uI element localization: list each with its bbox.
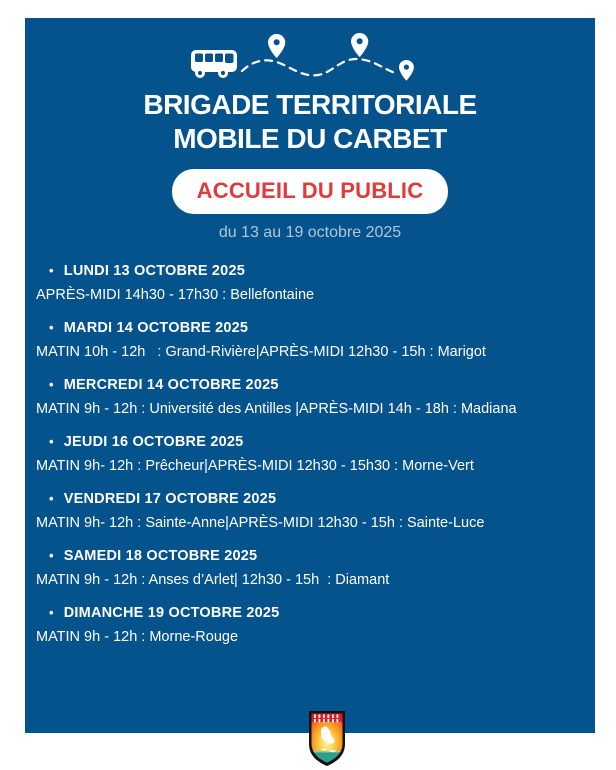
route-dashed-line [242,59,395,75]
schedule-entry [36,604,581,646]
public-welcome-badge [172,169,449,214]
bus-icon [191,50,237,78]
bullet-icon: • [49,434,54,449]
schedule-entry [36,262,581,304]
schedule-day-row [36,262,581,280]
bullet-icon: • [49,548,54,563]
schedule-entry [36,319,581,361]
bullet-icon: • [49,491,54,506]
bullet-icon: • [49,377,54,392]
schedule-entry [36,433,581,475]
schedule-detail: MATIN 9h- 12h : Sainte-Anne|APRÈS-MIDI 12h30 - 15h : Sainte-Luce [36,515,485,531]
public-welcome-badge-label: ACCUEIL DU PUBLIC [196,178,424,203]
schedule-day: SAMEDI 18 OCTOBRE 2025 [63,548,258,564]
schedule-detail: MATIN 9h - 12h : Université des Antilles |APRÈS-MIDI 14h - 18h : Madiana [36,401,517,417]
location-pin-icon [399,60,414,80]
schedule-entry [36,376,581,418]
poster-title-line1: BRIGADE TERRITORIALE [143,89,477,120]
schedule-detail: APRÈS-MIDI 14h30 - 17h30 : Bellefontaine [36,287,315,303]
bullet-icon: • [49,263,54,278]
bullet-icon: • [49,320,54,335]
schedule-detail: MATIN 9h - 12h : Morne-Rouge [36,629,239,645]
schedule-day: DIMANCHE 19 OCTOBRE 2025 [63,605,280,621]
schedule-day-row [36,604,581,622]
carbet-crest-logo [306,709,348,768]
schedule-list [25,262,595,646]
schedule-day-row [36,433,581,451]
schedule-day: MERCREDI 14 OCTOBRE 2025 [63,377,279,393]
schedule-day-row [36,319,581,337]
schedule-detail: MATIN 9h- 12h : Prêcheur|APRÈS-MIDI 12h30 - 15h30 : Morne-Vert [36,458,474,474]
bus-route-graphic [188,33,433,85]
schedule-day-row [36,376,581,394]
schedule-day: MARDI 14 OCTOBRE 2025 [63,320,249,336]
schedule-day: JEUDI 16 OCTOBRE 2025 [63,434,244,450]
schedule-detail: MATIN 10h - 12h : Grand-Rivière|APRÈS-MIDI 12h30 - 15h : Marigot [36,344,486,360]
schedule-day-row [36,490,581,508]
schedule-detail: MATIN 9h - 12h : Anses d’Arlet| 12h30 - 15h : Diamant [36,572,390,588]
poster-background [25,18,595,733]
location-pin-icon [351,33,368,57]
location-pin-icon [268,34,285,58]
poster-title [25,88,595,156]
schedule-day: LUNDI 13 OCTOBRE 2025 [63,263,245,279]
bullet-icon: • [49,605,54,620]
schedule-day: VENDREDI 17 OCTOBRE 2025 [63,491,277,507]
date-range-subtitle: du 13 au 19 octobre 2025 [218,224,402,241]
schedule-entry [36,490,581,532]
poster-title-line2: MOBILE DU CARBET [173,123,447,154]
schedule-day-row [36,547,581,565]
schedule-entry [36,547,581,589]
